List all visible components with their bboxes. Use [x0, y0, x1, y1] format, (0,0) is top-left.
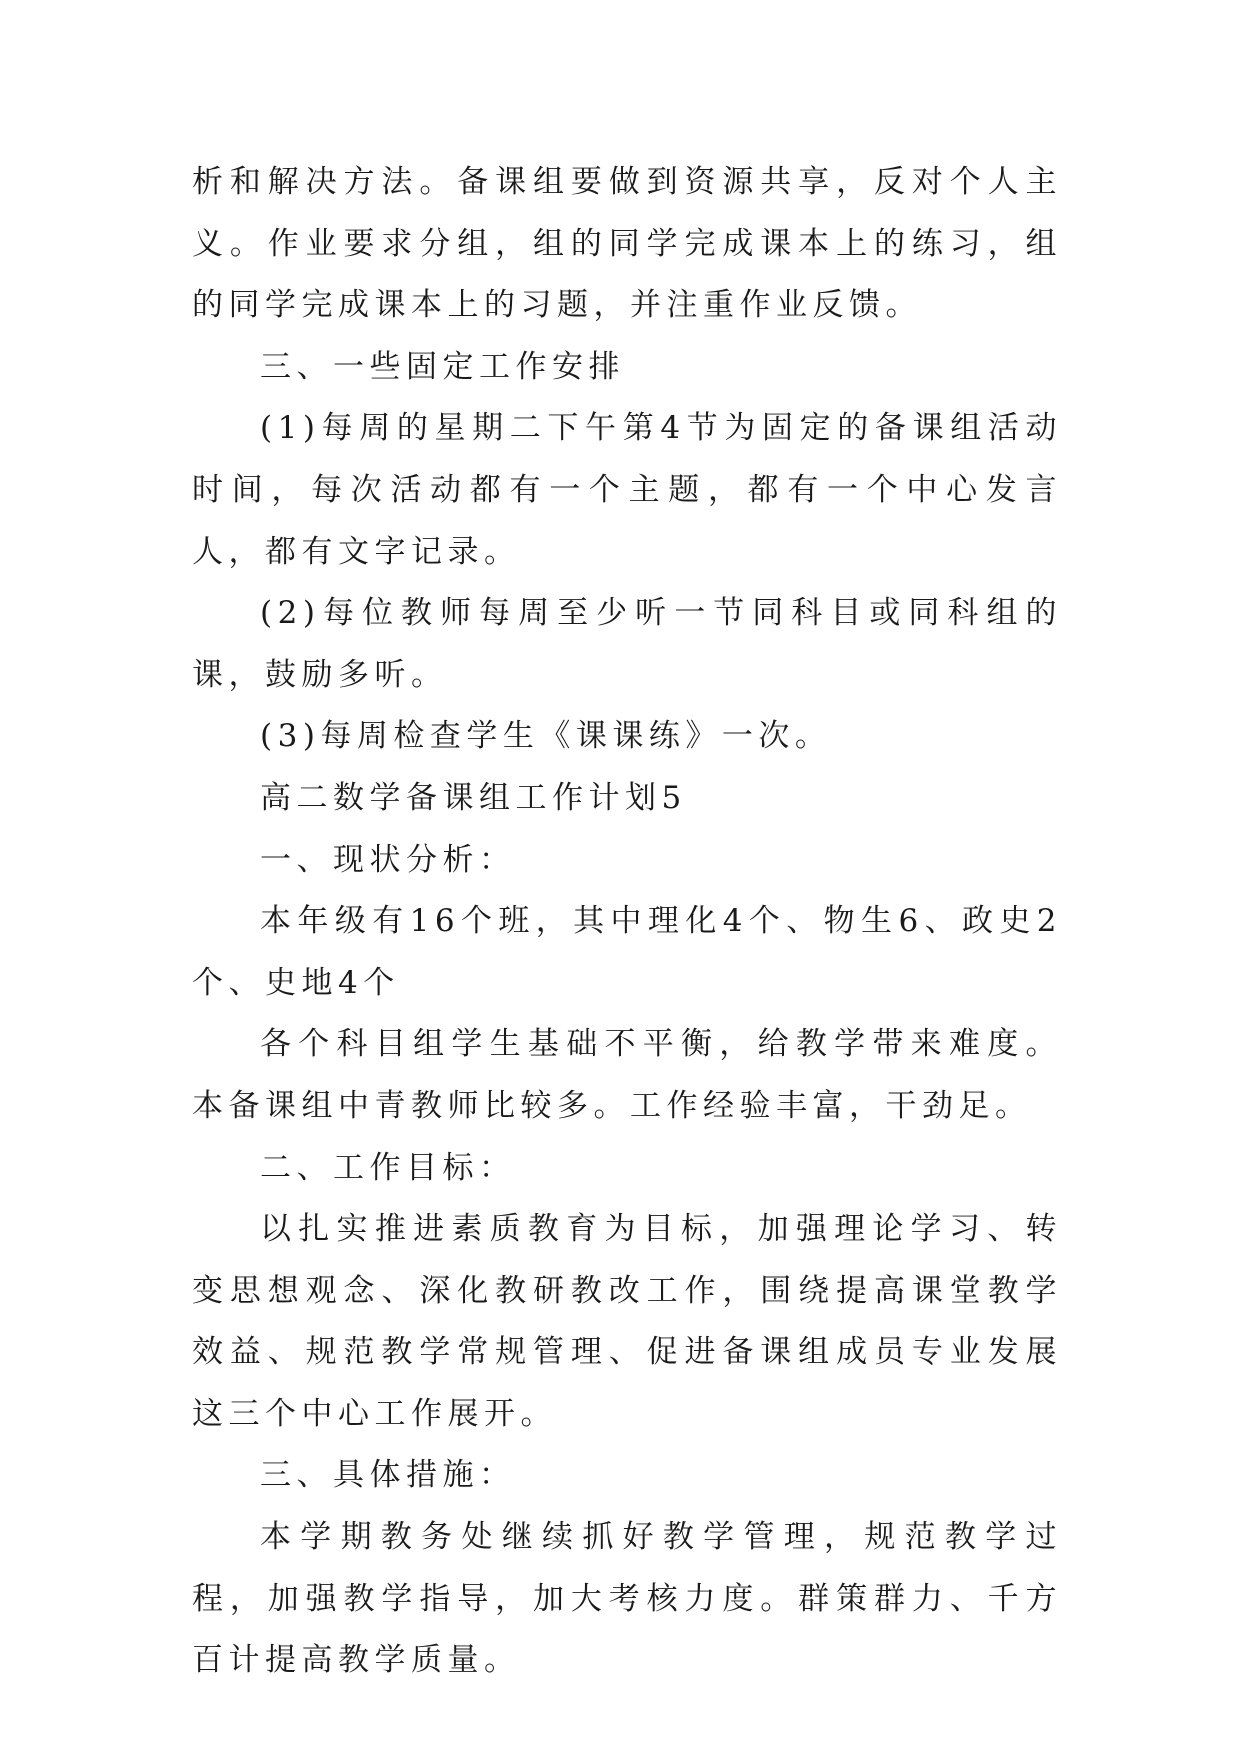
paragraph-measures: 本学期教务处继续抓好教学管理，规范教学过程，加强教学指导，加大考核力度。群策群力、千方百计提高教学质量。	[192, 1519, 1062, 1679]
section-heading-measures: 三、具体措施：	[260, 1457, 516, 1494]
list-item-2: (2)每位教师每周至少听一节同科目或同科组的课，鼓励多听。	[192, 595, 1062, 693]
document-title-plan-5: 高二数学备课组工作计划5	[260, 779, 687, 816]
section-heading-status: 一、现状分析：	[260, 841, 516, 878]
list-item-3: (3)每周检查学生《课课练》一次。	[260, 718, 832, 755]
section-heading-fixed-arrangements: 三、一些固定工作安排	[260, 348, 625, 385]
paragraph-goals: 以扎实推进素质教育为目标，加强理论学习、转变思想观念、深化教研教改工作，围绕提高课堂教学效益、规范教学常规管理、促进备课组成员专业发展这三个中心工作展开。	[192, 1211, 1062, 1432]
section-heading-goals: 二、工作目标：	[260, 1149, 516, 1186]
document-body	[192, 152, 1062, 1692]
list-item-1: (1)每周的星期二下午第4节为固定的备课组活动时间，每次活动都有一个主题，都有一个中心发言人，都有文字记录。	[192, 410, 1062, 570]
paragraph-continuation: 析和解决方法。备课组要做到资源共享，反对个人主义。作业要求分组，组的同学完成课本上的练习，组的同学完成课本上的习题，并注重作业反馈。	[192, 164, 1062, 324]
paragraph-student-basis: 各个科目组学生基础不平衡，给教学带来难度。本备课组中青教师比较多。工作经验丰富，干劲足。	[192, 1026, 1062, 1124]
paragraph-class-count: 本年级有16个班，其中理化4个、物生6、政史2个、史地4个	[192, 903, 1062, 1001]
